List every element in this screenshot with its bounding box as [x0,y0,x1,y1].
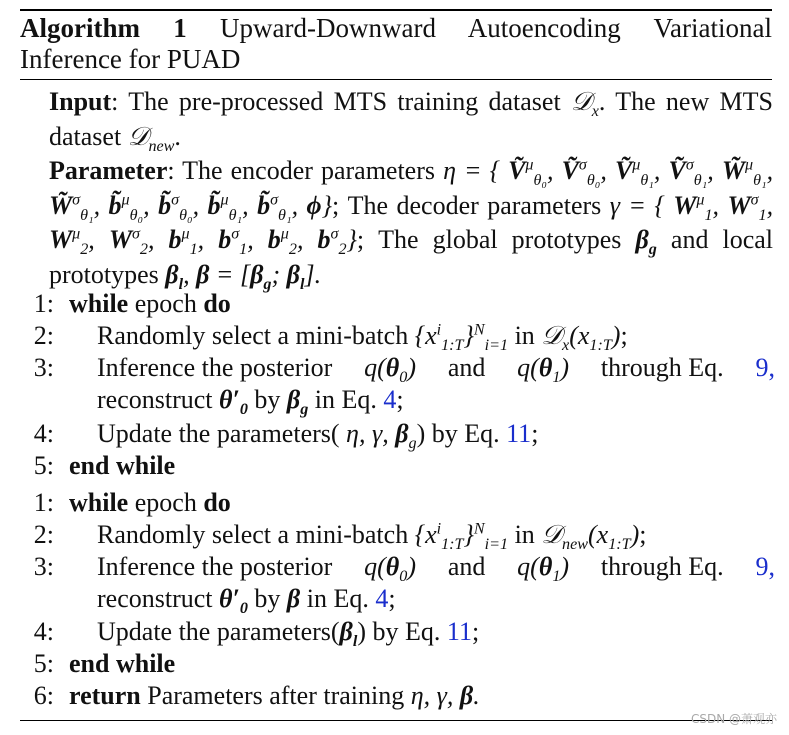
step-text-3: through Eq. [600,552,724,581]
keyword-end-while: end while [69,451,176,480]
beta-g-symbol: $\beta_g$ [635,225,657,259]
equation-link[interactable]: 9, [755,353,775,382]
line-number: 3: [33,353,54,382]
line-number: 5: [33,451,54,480]
decoder-params-formula: γ = { $W^\mu_1$, $W^\sigma_1$, $W^\mu_2$, $W^\sigma_2$, $b^\mu_1$, $b^\sigma_1$, $b^\mu_2$, $b^\sigma_2$} [49,190,774,259]
dataset-x-formula: $𝒟_x(x_{1:T})$ [541,321,621,355]
parameter-text-2: ; The decoder parameters [331,190,610,220]
step-text-2: by [247,385,287,414]
beta-symbol: β [286,584,301,613]
step-text: Randomly select a mini-batch [97,321,415,350]
keyword-return: return [69,681,141,710]
step-text: reconstruct [97,385,220,414]
step-text-2: and [447,552,486,581]
step-text-2: and [447,353,486,382]
input-text-2: . The new MTS dataset [49,87,773,151]
parameter-text: : The encoder parameters [167,156,444,185]
posterior-theta1: $q(\theta_1)$ [517,552,570,586]
equation-link[interactable]: 9, [755,552,775,581]
loop-text: epoch [128,488,204,517]
equation-link[interactable]: 11 [446,617,472,646]
dataset-new-formula: $𝒟_{new}(x_{1:T})$ [541,520,640,554]
posterior-theta1: $q(\theta_1)$ [517,353,570,387]
step-tail: ; [471,617,480,646]
line-number: 6: [33,681,54,710]
algorithm-label: Algorithm 1 [20,13,187,43]
input-block [49,85,773,154]
step-text: Inference the posterior [97,552,333,581]
step-text: Update the parameters( [97,419,340,448]
line-number: 4: [33,419,54,448]
loop-text: epoch [128,289,204,318]
line-number: 2: [33,520,54,549]
keyword-while: while [69,289,129,318]
step-text-3: in Eq. [300,584,376,613]
line-number: 2: [33,321,54,350]
line-number: 3: [33,552,54,581]
line-number: 1: [33,289,54,318]
step-tail: ; [388,584,396,613]
keyword-do: do [203,289,231,318]
algorithm-caption [20,13,772,75]
parameter-label: Parameter [49,156,168,185]
posterior-theta0: $q(\theta_0)$ [364,552,417,586]
bottom-rule [20,720,772,721]
minibatch-formula: $\{x^i_{1:T}\}^N_{i=1}$ [414,520,509,554]
return-params-formula: η, γ, β. [410,681,480,710]
step-text-3: in Eq. [308,385,384,414]
line-number: 5: [33,649,54,678]
keyword-do: do [203,488,231,517]
equation-link[interactable]: 11 [506,419,532,448]
algorithm-title: Upward-Downward Autoencoding Variational Inference for PUAD [20,13,772,74]
theta-prime-symbol: $\theta'_0$ [219,584,248,618]
prototype-formula: $\beta_l$, $\beta = [\beta_g$; $\beta_l$]. [165,259,322,293]
return-text: Parameters after training [140,681,411,710]
parameter-text-4: and local prototypes [49,225,774,289]
step-text: reconstruct [97,584,220,613]
keyword-while: while [69,488,129,517]
beta-g-symbol: $\beta_g$ [286,385,309,419]
dataset-new-symbol: 𝒟$_{new}$ [127,121,175,155]
step-text-3: through Eq. [600,353,724,382]
top-rule [20,9,772,11]
line-number: 4: [33,617,54,646]
posterior-theta0: $q(\theta_0)$ [364,353,417,387]
encoder-params-formula: η = { Ṽ$^\mu_{\theta_0}$, Ṽ$^\sigma_{\theta_0}$, Ṽ$^\mu_{\theta_1}$, Ṽ$^\sigma_{\theta_1}$, W̃$^\mu_{\theta_1}$, W̃$^\sigma_{\theta_1}$, b̃$^\mu_{\theta_0}$, b̃$^\sigma_{\theta_0}$, b̃$^\mu_{\theta_1}$, b̃$^\sigma_{\theta_1}$, ϕ} [49,156,774,224]
beta-l-symbol: $\beta_l$ [339,617,358,651]
equation-link[interactable]: 4 [383,385,397,414]
step-text: Randomly select a mini-batch [97,520,415,549]
caption-rule [20,79,772,80]
equation-link[interactable]: 4 [375,584,389,613]
line-number: 1: [33,488,54,517]
step-text: Inference the posterior [97,353,333,382]
input-text-3: . [174,121,181,151]
step-text-2: in [508,520,542,549]
theta-prime-symbol: $\theta'_0$ [219,385,248,419]
step-text-2: ) by Eq. [416,419,507,448]
input-text: : The pre-processed MTS training dataset [111,87,571,116]
step-tail: ; [396,385,404,414]
parameter-block [49,154,773,292]
update-params-formula: η, γ, $\beta_g$ [339,419,417,453]
step-text: Update the parameters( [97,617,340,646]
parameter-text-3: ; The global prototypes [356,225,636,254]
input-label: Input [49,87,112,116]
step-tail: ; [531,419,539,448]
step-text-2: in [508,321,542,350]
minibatch-formula: $\{x^i_{1:T}\}^N_{i=1}$ [414,321,509,355]
keyword-end-while: end while [69,649,176,678]
step-text-2: by [247,584,287,613]
watermark: CSDN @萧观亦 [690,712,777,726]
dataset-x-symbol: 𝒟$_x$ [570,87,599,121]
algorithm-header [49,85,773,292]
step-text-2: ) by Eq. [357,617,447,646]
